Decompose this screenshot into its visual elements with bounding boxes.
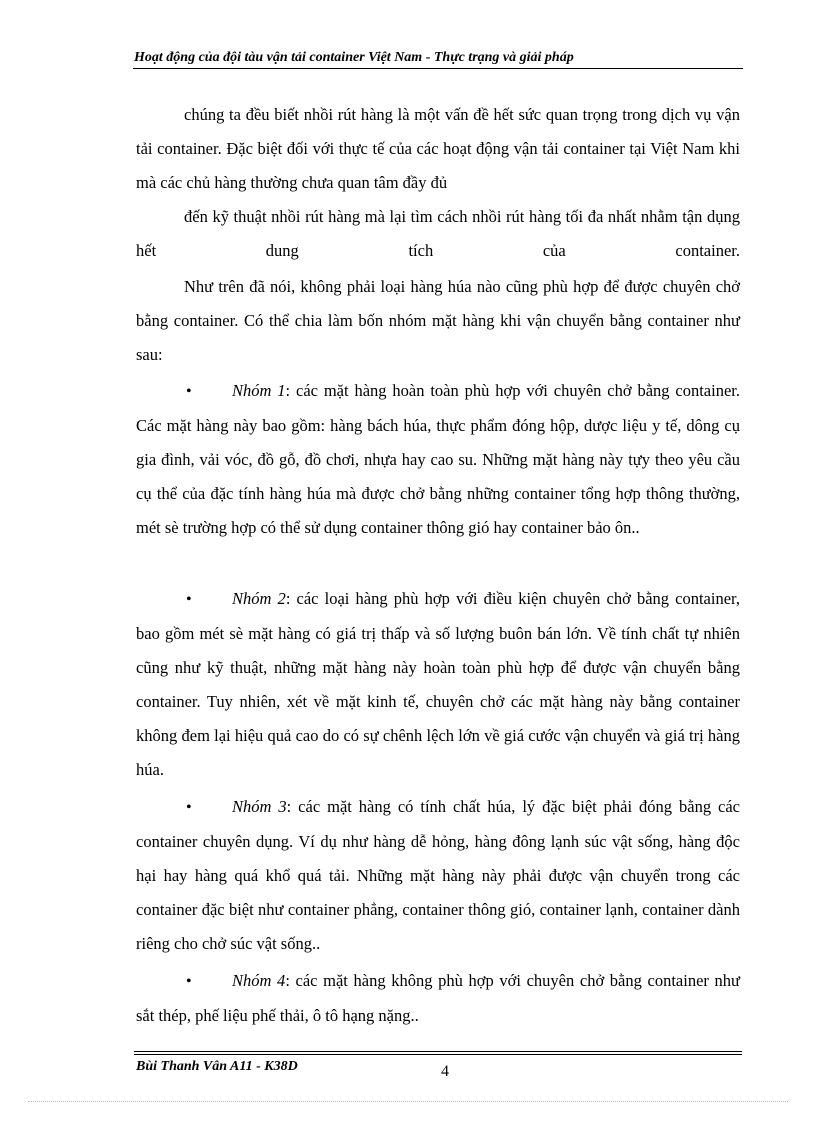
bullet-icon: •	[186, 799, 192, 816]
group-description: : các mặt hàng không phù hợp với chuyên chở bằng container như sắt thép, phế liệu phế thải, ô tô hạng nặng..	[136, 971, 740, 1025]
paragraph-classification-text: Như trên đã nói, không phải loại hàng húa nào cũng phù hợp để được chuyên chở bằng container. Có thể chia làm bốn nhóm mặt hàng khi vận chuyển bằng container như sau:	[136, 277, 740, 364]
paragraph-intro	[136, 98, 740, 200]
group-name: Nhóm 1	[232, 381, 286, 400]
group-item-3	[136, 790, 740, 961]
paragraph-technique	[136, 200, 740, 268]
bullet-icon: •	[186, 383, 192, 400]
bullet-icon: •	[186, 591, 192, 608]
header-divider	[133, 68, 743, 69]
group-name: Nhóm 2	[232, 589, 286, 608]
group-name: Nhóm 4	[232, 971, 286, 990]
group-description: : các mặt hàng có tính chất húa, lý đặc biệt phải đóng bằng các container chuyên dụng. Ví dụ như hàng dễ hỏng, hàng đông lạnh súc vật sống, hàng độc hại hay hàng quá khổ quá tải. Những mặt hàng này phải được vận chuyển trong các container đặc biệt như container phẳng, container thông gió, container lạnh, container dành riêng cho chở súc vật sống..	[136, 797, 741, 953]
paragraph-classification	[136, 270, 740, 372]
footer-divider-top	[134, 1051, 742, 1052]
bullet-icon: •	[186, 973, 192, 990]
group-description: : các loại hàng phù hợp với điều kiện chuyên chở bằng container, bao gồm mét sè mặt hàng có giá trị thấp và số lượng buôn bán lớn. Về tính chất tự nhiên cũng như kỹ thuật, những mặt hàng này hoàn toàn phù hợp để được vận chuyển bằng container. Tuy nhiên, xét về mặt kinh tế, chuyên chở các mặt hàng này bằng container không đem lại hiệu quả cao do có sự chênh lệch lớn về giá cước vận chuyển và giá trị hàng húa.	[136, 589, 741, 779]
paragraph-technique-text: đến kỹ thuật nhồi rút hàng mà lại tìm cách nhồi rút hàng tối đa nhất nhằm tận dụng hết dung tích của container.	[136, 207, 740, 260]
group-item-1	[136, 374, 740, 545]
group-name: Nhóm 3	[232, 797, 287, 816]
footer-divider-bottom	[134, 1054, 742, 1055]
group-description: : các mặt hàng hoàn toàn phù hợp với chuyên chở bằng container. Các mặt hàng này bao gồm: hàng bách húa, thực phẩm đóng hộp, dược liệu y tế, dông cụ gia đình, vải vóc, đồ gỗ, đồ chơi, nhựa hay cao su. Những mặt hàng này tựy theo yêu cầu cụ thể của đặc tính hàng húa mà được chở bằng những container tổng hợp thông thường, mét sè trường hợp có thể sử dụng container thông gió hay container bảo ôn..	[136, 381, 740, 537]
footer-author: Bùi Thanh Vân A11 - K38D	[136, 1059, 298, 1074]
page-bottom-dotted-line	[28, 1101, 788, 1102]
running-header-title: Hoạt động của đội tàu vận tải container Việt Nam - Thực trạng và giải pháp	[134, 50, 574, 65]
group-item-4	[136, 964, 740, 1033]
paragraph-intro-text: chúng ta đều biết nhồi rút hàng là một vấn đề hết sức quan trọng trong dịch vụ vận tải container. Đặc biệt đối với thực tế của các hoạt động vận tải container tại Việt Nam khi mà các chủ hàng thường chưa quan tâm đầy đủ	[136, 105, 740, 192]
page-number: 4	[441, 1063, 449, 1080]
group-item-2	[136, 582, 740, 787]
